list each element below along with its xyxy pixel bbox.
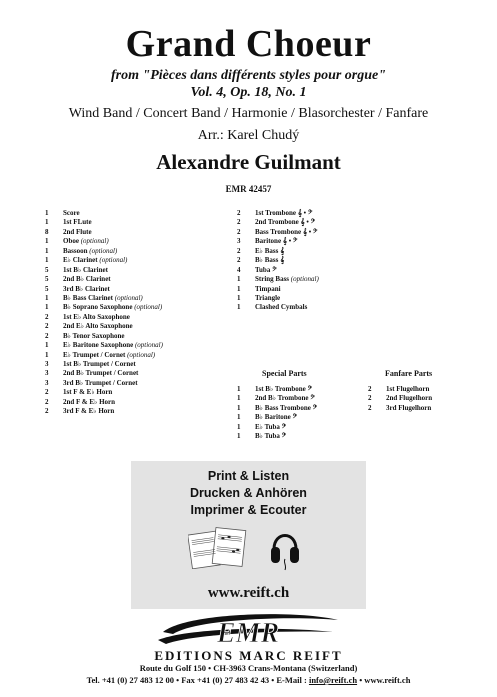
part-quantity: 2 [237,256,241,265]
email-link[interactable]: info@reift.ch [308,675,358,685]
fanfare-parts-list [368,385,478,413]
part-quantity: 1 [237,413,241,422]
part-row [45,332,205,341]
part-quantity: 3 [45,369,49,378]
parts-list-brass-percussion [237,209,362,313]
part-name [63,294,143,303]
special-parts-list [237,385,362,442]
part-label: 1st FLute [63,218,92,227]
part-name [63,322,133,331]
part-row [45,266,205,275]
part-label: B♭ Bass Clarinet [63,293,115,302]
part-label: 2nd Trombone 𝄞 • 𝄢 [255,218,316,227]
part-name [255,294,280,303]
part-name [255,247,284,256]
part-name [255,413,297,422]
part-name [386,404,431,413]
part-row [45,313,205,322]
part-label: 2nd B♭ Trombone 𝄢 [255,394,315,403]
part-quantity: 1 [45,246,49,255]
parts-list-woodwinds [45,209,205,417]
part-row [237,228,362,237]
part-name [255,385,312,394]
composer: Alexandre Guilmant [156,150,341,174]
part-quantity: 1 [45,218,49,227]
subtitle-opus: Vol. 4, Op. 18, No. 1 [190,85,307,100]
part-quantity: 1 [45,350,49,359]
part-label: E♭ Bass 𝄞 [255,246,285,255]
part-name [255,256,284,265]
part-label: Clashed Cymbals [255,303,308,312]
part-name [63,256,127,265]
part-row [237,413,362,422]
part-quantity: 3 [45,378,49,387]
optional-tag: (optional) [99,256,128,265]
part-row [45,209,205,218]
part-row [237,294,362,303]
part-label: E♭ Trumpet / Cornet [63,350,128,359]
part-row [45,237,205,246]
part-row [45,322,205,331]
part-quantity: 1 [237,385,241,393]
part-name [63,407,114,416]
sheet-music-icon [188,527,248,569]
part-name [386,394,432,403]
part-row [45,275,205,284]
part-label: 1st F & E♭ Horn [63,388,113,397]
promo-print-listen: Print & Listen [207,469,290,483]
part-quantity: 5 [45,275,49,284]
part-row [368,385,478,394]
part-row [45,341,205,350]
part-quantity: 2 [368,394,372,403]
part-row [45,303,205,312]
fanfare-parts-heading: Fanfare Parts [385,369,433,378]
part-row [45,247,205,256]
catalog-number: EMR 42457 [225,184,272,194]
part-name [255,423,286,432]
part-label: Triangle [255,293,281,302]
part-quantity: 3 [237,237,241,246]
instrumentation: Wind Band / Concert Band / Harmonie / Blasorchester / Fanfare [68,106,429,121]
part-quantity: 5 [45,284,49,293]
promo-imprimer: Imprimer & Ecouter [190,503,307,517]
part-quantity: 1 [237,303,241,312]
part-quantity: 1 [45,256,49,265]
part-name [63,398,115,407]
part-quantity: 2 [45,312,49,321]
part-label: Score [63,209,80,217]
part-quantity: 2 [45,397,49,406]
part-label: E♭ Tuba 𝄢 [255,422,287,431]
subtitle-source: from "Pièces dans différents styles pour orgue" [110,68,387,83]
part-quantity: 1 [237,403,241,412]
part-name [63,379,138,388]
website-link[interactable]: www.reift.ch [207,585,290,601]
part-row [45,256,205,265]
part-label: Bass Trombone 𝄞 • 𝄢 [255,227,318,236]
part-quantity: 2 [45,407,49,416]
part-name [255,303,307,312]
optional-tag: (optional) [89,246,118,255]
part-row [237,285,362,294]
part-label: 1st B♭ Trombone 𝄢 [255,385,313,393]
part-quantity: 2 [237,227,241,236]
part-quantity: 2 [237,209,241,217]
part-label: B♭ Tuba 𝄢 [255,432,287,441]
part-quantity: 2 [45,331,49,340]
part-label: B♭ Tenor Saxophone [63,331,125,340]
part-row [45,407,205,416]
part-label: 3rd Flugelhorn [386,403,432,412]
page-title: Grand Choeur [125,23,372,65]
part-name [255,266,277,275]
part-row [45,294,205,303]
part-row [237,247,362,256]
part-label: 1st E♭ Alto Saxophone [63,312,130,321]
part-label: 2nd Flugelhorn [386,394,433,403]
part-quantity: 1 [237,275,241,284]
part-name [63,388,112,397]
part-quantity: 2 [45,322,49,331]
part-label: 1st B♭ Clarinet [63,265,108,274]
part-name [255,275,319,284]
part-name [63,285,110,294]
part-row [237,275,362,284]
part-name [63,275,111,284]
part-quantity: 2 [237,218,241,227]
part-label: 2nd F & E♭ Horn [63,397,116,406]
part-name [63,209,80,218]
publisher-name: EDITIONS MARC REIFT [154,648,343,663]
part-name [63,332,125,341]
part-name [255,218,315,227]
print-listen-banner[interactable] [131,461,366,609]
part-quantity: 2 [368,385,372,393]
part-quantity: 2 [237,246,241,255]
part-row [368,404,478,413]
optional-tag: (optional) [290,275,319,284]
part-quantity: 5 [45,265,49,274]
part-label: Baritone 𝄞 • 𝄢 [255,237,298,246]
publisher-contact [0,675,497,685]
part-quantity: 1 [237,432,241,441]
part-row [237,303,362,312]
part-name [63,351,155,360]
part-row [45,398,205,407]
part-quantity: 4 [237,265,241,274]
part-label: 2nd Flute [63,227,92,236]
part-row [45,351,205,360]
part-quantity: 1 [45,209,49,217]
part-label: 3rd B♭ Clarinet [63,284,110,293]
part-label: B♭ Baritone 𝄢 [255,413,298,422]
contact-phone-fax: Tel. +41 (0) 27 483 12 00 • Fax +41 (0) 27 483 42 43 • E-Mail : [86,675,309,685]
part-name [63,369,138,378]
part-label: 1st Flugelhorn [386,385,430,393]
part-row [45,285,205,294]
part-name [63,341,163,350]
part-name [255,432,286,441]
part-quantity: 1 [45,293,49,302]
part-row [237,432,362,441]
part-quantity: 8 [45,227,49,236]
part-row [45,360,205,369]
part-name [63,303,162,312]
special-parts-heading: Special Parts [262,369,307,378]
part-label: B♭ Bass 𝄞 [255,256,285,265]
headphones-icon [269,523,301,571]
optional-tag: (optional) [127,350,156,359]
part-quantity: 1 [45,341,49,350]
part-name [255,285,281,294]
contact-website: • www.reift.ch [357,675,411,685]
part-name [63,266,108,275]
part-label: 2nd E♭ Alto Saxophone [63,322,133,331]
part-row [237,266,362,275]
part-name [63,237,109,246]
part-name [255,237,297,246]
part-name [255,394,315,403]
part-label: Oboe [63,237,81,246]
part-quantity: 1 [45,237,49,246]
optional-tag: (optional) [114,293,143,302]
part-label: 3rd B♭ Trumpet / Cornet [63,378,138,387]
part-row [368,394,478,403]
emr-logo-icon [148,606,348,652]
part-quantity: 1 [237,284,241,293]
part-label: E♭ Clarinet [63,256,100,265]
part-name [63,247,117,256]
optional-tag: (optional) [134,303,163,312]
part-row [237,256,362,265]
part-row [237,404,362,413]
part-label: 2nd B♭ Trumpet / Cornet [63,369,139,378]
part-name [63,218,92,227]
part-name [63,228,92,237]
part-name [63,360,136,369]
part-quantity: 3 [45,360,49,368]
part-row [45,228,205,237]
part-label: 2nd B♭ Clarinet [63,275,111,284]
part-row [237,385,362,394]
part-quantity: 2 [368,403,372,412]
part-label: E♭ Baritone Saxophone [63,341,135,350]
part-quantity: 1 [237,293,241,302]
optional-tag: (optional) [80,237,109,246]
part-row [237,237,362,246]
logo-text: EMR [216,618,280,649]
arranger: Arr.: Karel Chudý [197,128,300,143]
part-name [255,404,317,413]
part-label: 1st B♭ Trumpet / Cornet [63,360,136,368]
part-quantity: 1 [237,394,241,403]
part-row [45,369,205,378]
part-label: 1st Trombone 𝄞 • 𝄢 [255,209,313,217]
part-row [45,379,205,388]
part-row [237,218,362,227]
part-quantity: 2 [45,388,49,397]
part-label: Bassoon [63,246,90,255]
part-name [255,228,317,237]
publisher-address: Route du Golf 150 • CH-3963 Crans-Montana (Switzerland) [139,663,358,673]
part-quantity: 1 [237,422,241,431]
promo-drucken: Drucken & Anhören [190,486,307,500]
part-row [237,394,362,403]
part-label: String Bass [255,275,291,284]
part-row [45,388,205,397]
part-label: Timpani [255,284,281,293]
optional-tag: (optional) [134,341,163,350]
part-row [237,423,362,432]
part-label: B♭ Soprano Saxophone [63,303,135,312]
part-label: 3rd F & E♭ Horn [63,407,115,416]
part-row [45,218,205,227]
part-name [386,385,429,394]
part-label: Tuba 𝄢 [255,265,277,274]
part-name [63,313,130,322]
part-label: B♭ Bass Trombone 𝄢 [255,403,318,412]
part-quantity: 1 [45,303,49,312]
